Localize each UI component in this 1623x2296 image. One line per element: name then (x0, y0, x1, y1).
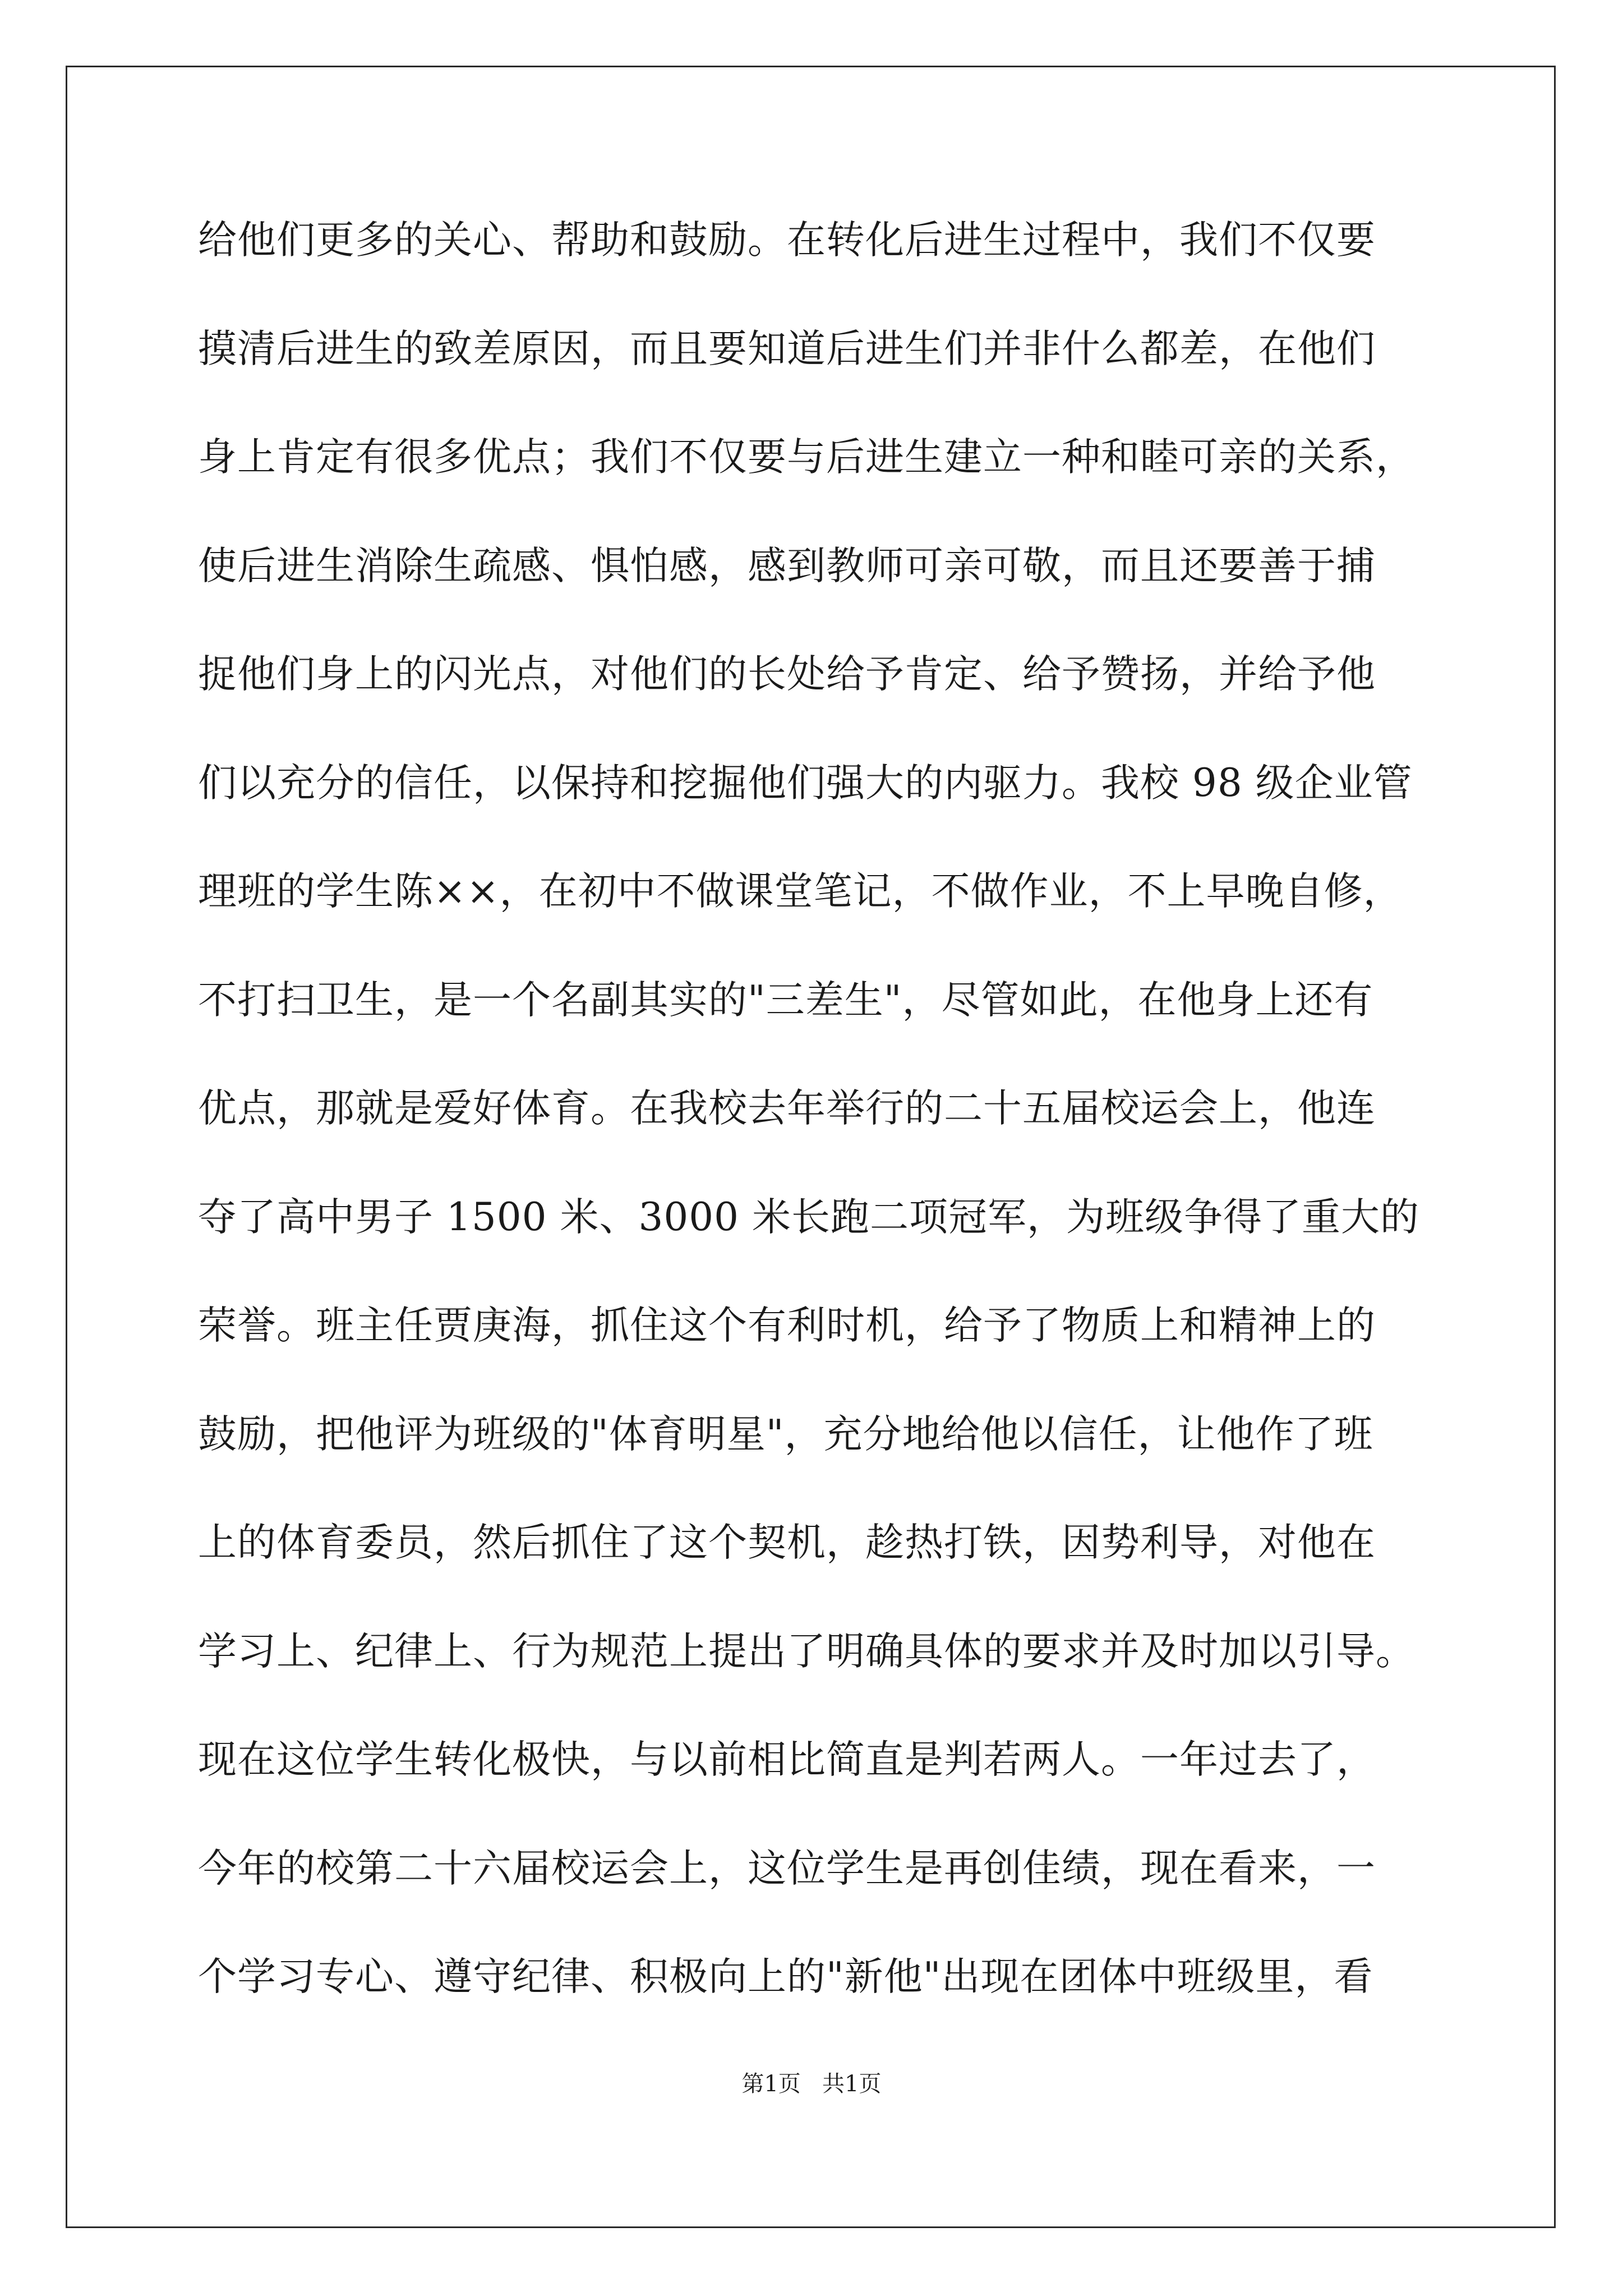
text-line: 优点，那就是爱好体育。在我校去年举行的二十五届校运会上，他连 (198, 1086, 1376, 1131)
text-line: 荣誉。班主任贾庚海，抓住这个有利时机，给予了物质上和精神上的 (198, 1303, 1376, 1348)
text-line: 现在这位学生转化极快，与以前相比简直是判若两人。一年过去了， (198, 1737, 1376, 1782)
text-line: 个学习专心、遵守纪律、积极向上的"新他"出现在团体中班级里，看 (198, 1954, 1373, 1999)
body-text (198, 216, 1454, 2062)
text-line: 不打扫卫生，是一个名副其实的"三差生"，尽管如此，在他身上还有 (198, 977, 1373, 1023)
text-line: 身上肯定有很多优点；我们不仅要与后进生建立一种和睦可亲的关系， (198, 435, 1415, 480)
text-line: 今年的校第二十六届校运会上，这位学生是再创佳绩，现在看来，一 (198, 1846, 1376, 1891)
page-footer: 第1页 共1页 (741, 2071, 882, 2097)
text-line: 学习上、纪律上、行为规范上提出了明确具体的要求并及时加以引导。 (198, 1628, 1415, 1674)
text-line: 使后进生消除生疏感、惧怕感，感到教师可亲可敬，而且还要善于捕 (198, 543, 1376, 588)
text-line: 摸清后进生的致差原因，而且要知道后进生们并非什么都差，在他们 (198, 326, 1376, 371)
text-line: 上的体育委员，然后抓住了这个契机，趁热打铁，因势利导，对他在 (198, 1520, 1376, 1565)
text-line: 捉他们身上的闪光点，对他们的长处给予肯定、给予赞扬，并给予他 (198, 652, 1376, 697)
text-line: 鼓励，把他评为班级的"体育明星"，充分地给他以信任，让他作了班 (198, 1411, 1373, 1457)
text-line: 们以充分的信任，以保持和挖掘他们强大的内驱力。我校 98 级企业管 (198, 760, 1413, 806)
text-line: 给他们更多的关心、帮助和鼓励。在转化后进生过程中，我们不仅要 (198, 218, 1376, 263)
text-line: 夺了高中男子 1500 米、3000 米长跑二项冠军，为班级争得了重大的 (198, 1194, 1419, 1240)
text-line: 理班的学生陈××，在初中不做课堂笔记，不做作业，不上早晚自修， (198, 869, 1403, 914)
